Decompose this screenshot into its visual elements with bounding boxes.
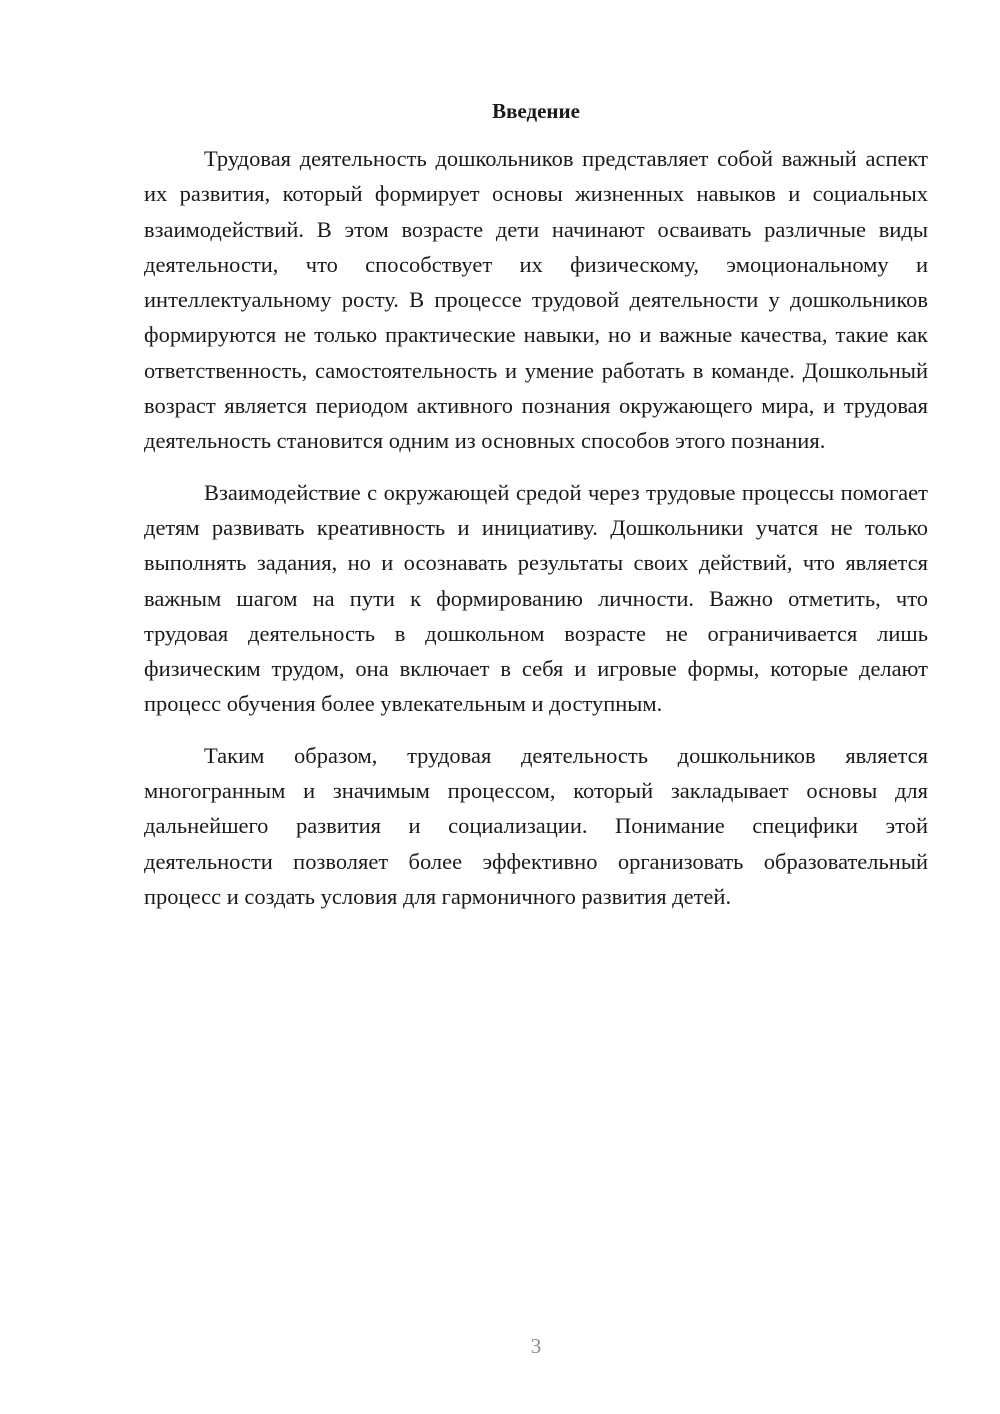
paragraph-3: Таким образом, трудовая деятельность дошкольников является многогранным и значимым процессом, который закладывает основы для дальнейшего развития и социализации. Понимание специфики этой деятельности позволяет более эффективно организовать образовательный процесс и создать условия для гармоничного развития детей. [144,742,928,909]
body-text [144,141,928,930]
paragraph-2: Взаимодействие с окружающей средой через трудовые процессы помогает детям развивать креативность и инициативу. Дошкольники учатся не только выполнять задания, но и осознавать результаты своих действий, что является важным шагом на пути к формированию личности. Важно отметить, что трудовая деятельность в дошкольном возрасте не ограничивается лишь физическим трудом, она включает в себя и игровые формы, которые делают процесс обучения более увлекательным и доступным. [144,479,928,717]
paragraph-1: Трудовая деятельность дошкольников представляет собой важный аспект их развития, который формирует основы жизненных навыков и социальных взаимодействий. В этом возрасте дети начинают осваивать различные виды деятельности, что способствует их физическому, эмоциональному и интеллектуальному росту. В процессе трудовой деятельности у дошкольников формируются не только практические навыки, но и важные качества, такие как ответственность, самостоятельность и умение работать в команде. Дошкольный возраст является периодом активного познания окружающего мира, и трудовая деятельность становится одним из основных способов этого познания. [144,146,928,454]
section-heading: Введение [492,99,580,123]
page-number: 3 [530,1334,542,1358]
